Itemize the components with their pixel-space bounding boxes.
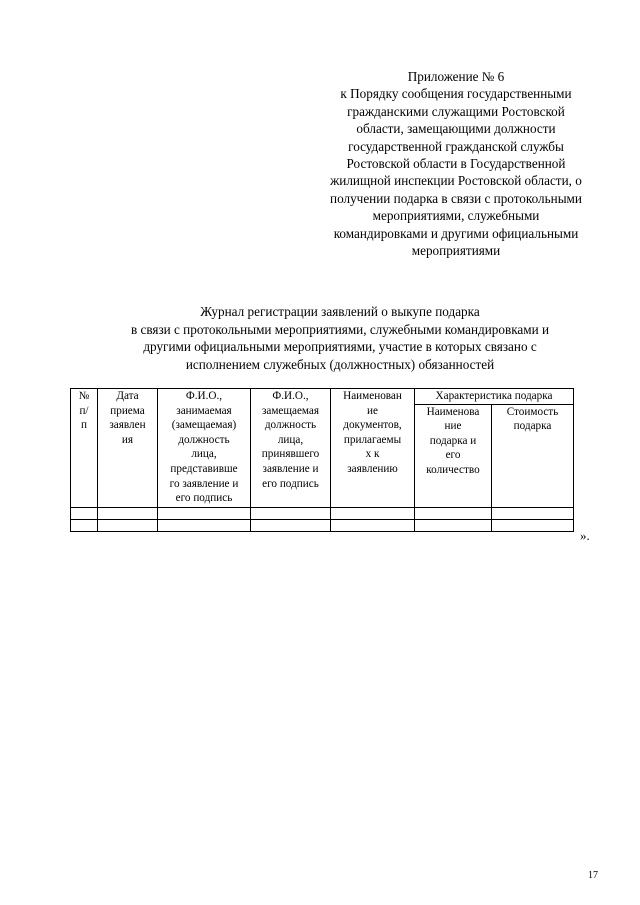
appendix-line: гражданскими служащими Ростовской	[347, 103, 565, 119]
header-applicant: Ф.И.О., занимаемая (замещаемая) должность лица, представивше го заявление и его подпись	[158, 389, 251, 508]
table-cell	[492, 519, 574, 531]
table-cell	[98, 519, 158, 531]
table-cell	[158, 507, 251, 519]
journal-title-line: в связи с протокольными мероприятиями, служебными командировками и	[130, 321, 550, 337]
table-cell	[98, 507, 158, 519]
table-cell	[251, 519, 331, 531]
table-row	[71, 507, 574, 519]
appendix-line: Ростовской области в Государственной	[346, 156, 566, 172]
appendix-line: области, замещающими должности	[356, 121, 556, 137]
appendix-line: Приложение № 6	[407, 69, 505, 84]
table-header-row	[71, 389, 574, 405]
journal-title-line: Журнал регистрации заявлений о выкупе подарка	[200, 304, 480, 319]
appendix-line: получении подарка в связи с протокольными	[330, 190, 582, 206]
header-gift-cost: Стоимость подарка	[492, 404, 574, 507]
header-number: № п/ п	[71, 389, 98, 508]
table-cell	[331, 507, 415, 519]
header-receiver: Ф.И.О., замещаемая должность лица, принявшего заявление и его подпись	[251, 389, 331, 508]
header-gift-characteristics: Характеристика подарка	[415, 389, 574, 405]
table-cell	[331, 519, 415, 531]
appendix-line: государственной гражданской службы	[348, 138, 564, 154]
journal-title-line: исполнением служебных (должностных) обязанностей	[185, 356, 495, 372]
journal-title-line: другими официальными мероприятиями, участие в которых связано с	[143, 339, 537, 355]
table-cell	[415, 507, 492, 519]
header-gift-name: Наименова ние подарка и его количество	[415, 404, 492, 507]
appendix-line: мероприятиями	[411, 243, 501, 259]
header-date: Дата приема заявлен ия	[98, 389, 158, 508]
table-cell	[492, 507, 574, 519]
registration-table	[70, 388, 574, 532]
table-cell	[158, 519, 251, 531]
header-documents: Наименован ие документов, прилагаемы х к заявлению	[331, 389, 415, 508]
table-cell	[71, 519, 98, 531]
closing-quote-mark: ».	[580, 528, 590, 543]
table-row	[71, 519, 574, 531]
appendix-line: командировками и другими официальными	[333, 225, 579, 241]
appendix-line: к Порядку сообщения государственными	[340, 86, 572, 102]
appendix-line: жилищной инспекции Ростовской области, о	[330, 173, 582, 189]
journal-title	[60, 303, 620, 373]
table-cell	[415, 519, 492, 531]
table-cell	[71, 507, 98, 519]
appendix-line: мероприятиями, служебными	[372, 208, 540, 224]
table-cell	[251, 507, 331, 519]
page-number: 17	[588, 870, 598, 881]
appendix-header	[310, 68, 602, 259]
